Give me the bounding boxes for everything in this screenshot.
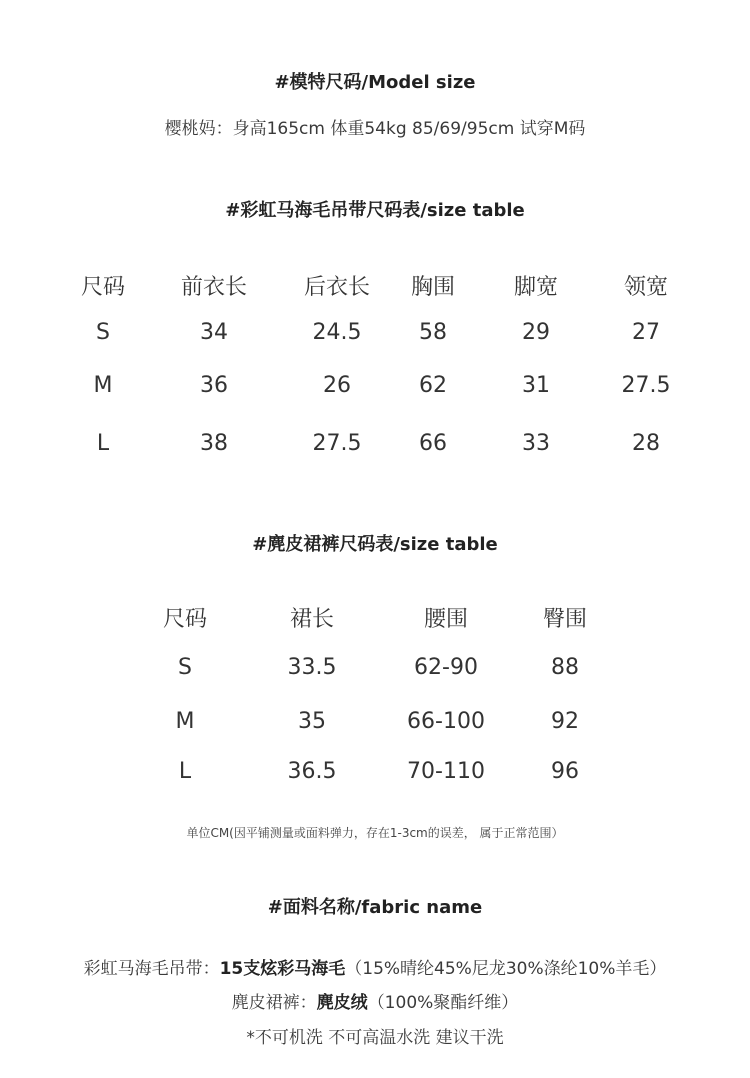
table-cell: 58 — [419, 320, 447, 345]
measurement-note: 单位CM(因平铺测量或面料弹力，存在1-3cm的误差， 属于正常范围） — [186, 826, 564, 840]
fabric-camisole-label: 彩虹马海毛吊带： — [83, 959, 220, 979]
table-cell: 33.5 — [287, 655, 337, 680]
table-cell: 26 — [323, 373, 351, 398]
top-size-table-heading: #彩虹马海毛吊带尺码表/size table — [225, 200, 525, 221]
skirt-size-table-heading: #麂皮裙裤尺码表/size table — [252, 534, 498, 555]
table-cell: 24.5 — [312, 320, 362, 345]
fabric-skirt-composition: （100%聚酯纤维） — [367, 993, 519, 1013]
fabric-heading: #面料名称/fabric name — [267, 897, 483, 918]
table-cell: 38 — [200, 431, 228, 456]
fabric-line-skirt — [0, 988, 750, 1013]
fabric-skirt-material: 麂皮绒 — [316, 993, 368, 1013]
fabric-camisole-material: 15支炫彩马海毛 — [219, 959, 346, 979]
table-cell: 92 — [551, 709, 579, 734]
table-cell: 35 — [298, 709, 326, 734]
table-cell: L — [96, 431, 110, 456]
table-cell: 27.5 — [312, 431, 362, 456]
top-col-size: 尺码 — [80, 275, 126, 300]
table-cell: 70-110 — [407, 759, 485, 784]
table-cell: S — [178, 655, 192, 680]
top-col-front-length: 前衣长 — [180, 275, 248, 300]
fabric-camisole-composition: （15%晴纶45%尼龙30%涤纶10%羊毛） — [345, 959, 667, 979]
top-col-bust: 胸围 — [410, 275, 456, 300]
table-cell: 62-90 — [414, 655, 478, 680]
table-cell: 28 — [632, 431, 660, 456]
skirt-col-hip: 臀围 — [542, 607, 588, 632]
top-col-back-length: 后衣长 — [303, 275, 371, 300]
table-cell: 29 — [522, 320, 550, 345]
model-size-info: 樱桃妈：身高165cm 体重54kg 85/69/95cm 试穿M码 — [164, 119, 586, 139]
table-cell: 36 — [200, 373, 228, 398]
table-cell: 96 — [551, 759, 579, 784]
table-cell: 31 — [522, 373, 550, 398]
skirt-col-length: 裙长 — [289, 607, 335, 632]
table-cell: S — [96, 320, 110, 345]
table-cell: 27 — [632, 320, 660, 345]
table-cell: 33 — [522, 431, 550, 456]
model-size-heading: #模特尺码/Model size — [274, 72, 476, 93]
care-instructions: *不可机洗 不可高温水洗 建议干洗 — [246, 1028, 504, 1048]
skirt-col-waist: 腰围 — [423, 607, 469, 632]
table-cell: 36.5 — [287, 759, 337, 784]
fabric-line-camisole — [0, 954, 750, 979]
table-cell: 88 — [551, 655, 579, 680]
fabric-skirt-label: 麂皮裙裤： — [231, 993, 317, 1013]
table-cell: 34 — [200, 320, 228, 345]
top-col-hem-width: 脚宽 — [513, 275, 559, 300]
table-cell: M — [175, 709, 195, 734]
table-cell: M — [93, 373, 113, 398]
table-cell: 66-100 — [407, 709, 485, 734]
skirt-col-size: 尺码 — [162, 607, 208, 632]
table-cell: 66 — [419, 431, 447, 456]
table-cell: L — [178, 759, 192, 784]
table-cell: 62 — [419, 373, 447, 398]
table-cell: 27.5 — [621, 373, 671, 398]
top-col-neck-width: 领宽 — [623, 275, 669, 300]
